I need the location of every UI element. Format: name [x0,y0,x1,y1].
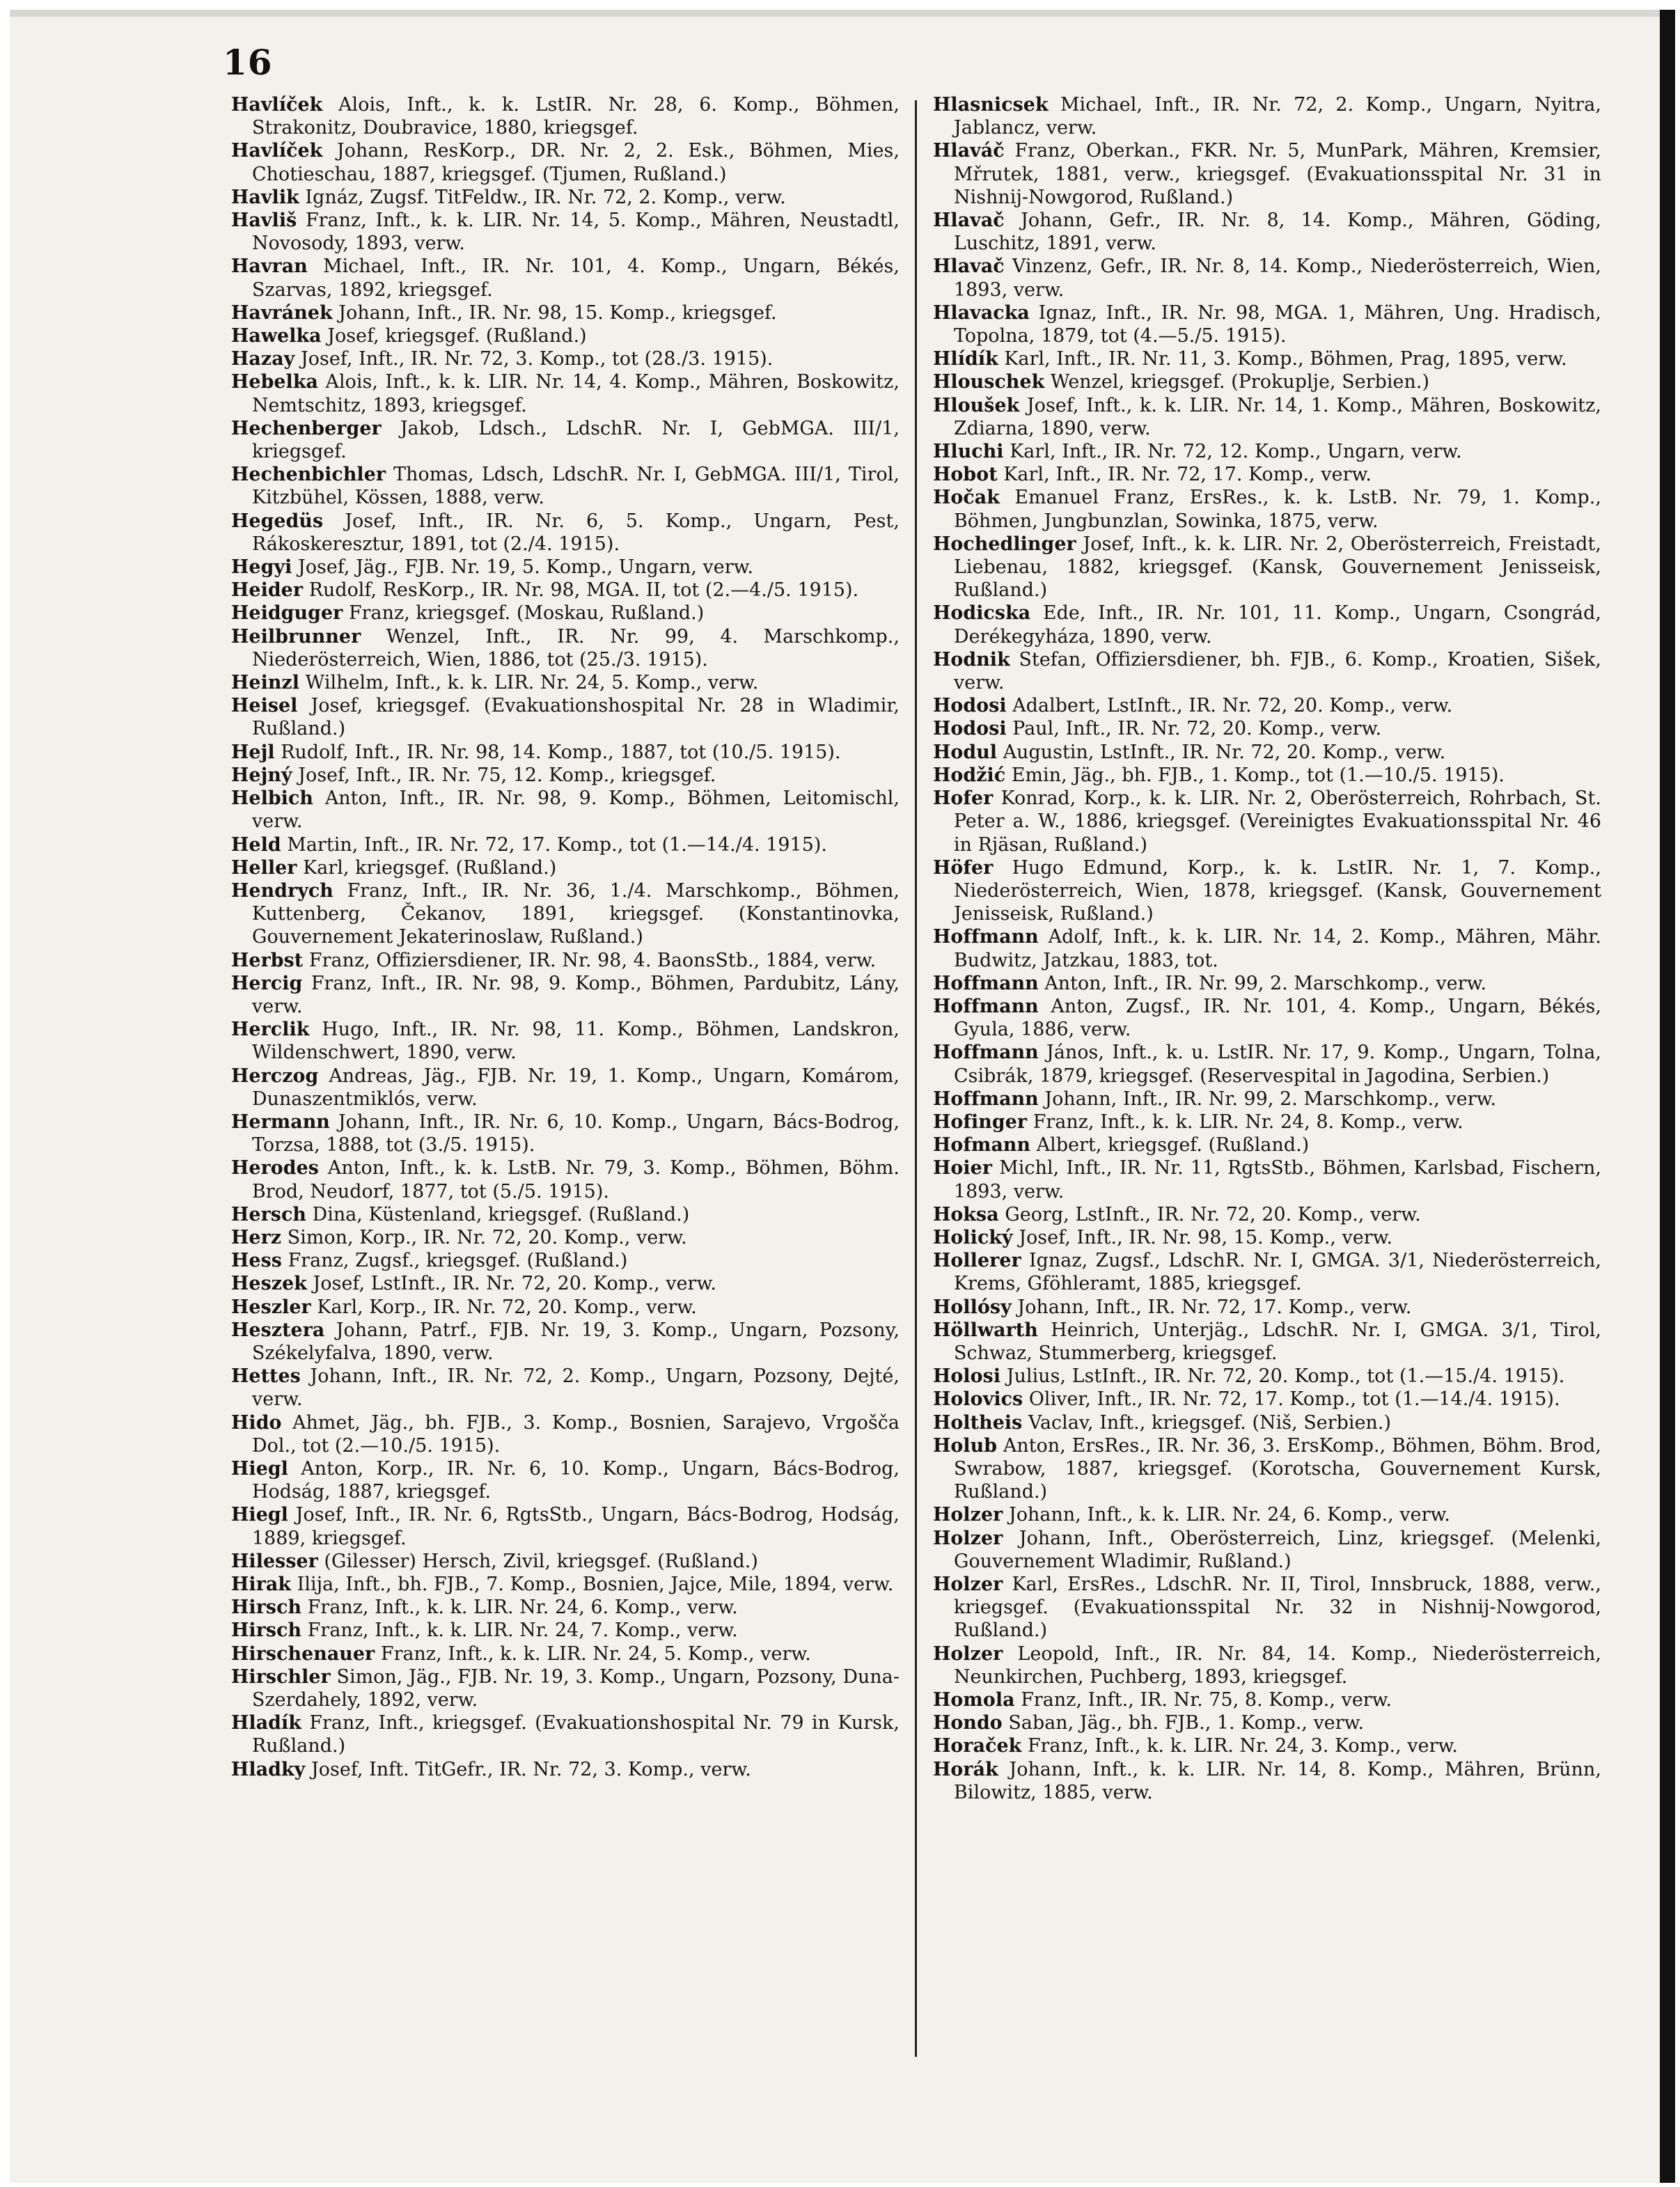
register-entry [933,1734,1601,1757]
entry-surname: Hlasnicsek [933,94,1049,116]
entry-surname: Hejný [231,764,292,786]
register-entry [933,1088,1601,1111]
entry-surname: Heidguger [231,602,343,625]
entry-details: Ilija, Inft., bh. FJB., 7. Komp., Bosnien, Jajce, Mile, 1894, verw. [297,1574,894,1595]
entry-surname: Hoffmann [933,1088,1039,1110]
entry-details: Franz, Offiziersdiener, IR. Nr. 98, 4. BaonsStb., 1884, verw. [308,949,877,971]
entry-surname: Havliš [231,210,297,232]
entry-surname: Holtheis [933,1411,1023,1434]
entry-details: Dina, Küstenland, kriegsgef. (Rußland.) [312,1203,690,1225]
entry-details: Emanuel Franz, ErsRes., k. k. LstB. Nr. 79, 1. Komp., Böhmen, Jungbunzlan, Sowinka, 1875, verw. [954,487,1601,532]
register-entry [231,347,900,370]
register-entry [933,440,1601,463]
entry-details: Augustin, LstInft., IR. Nr. 72, 20. Komp., verw. [1003,741,1446,763]
entry-details: Anton, ErsRes., IR. Nr. 36, 3. ErsKomp., Böhmen, Böhm. Brod, Swrabow, 1887, kriegsgef. (Korotscha, Gouvernement Kursk, Rußland.) [954,1434,1601,1503]
entry-surname: Hoffmann [933,972,1039,994]
entry-surname: Hlavač [933,210,1005,232]
entry-surname: Hiegl [231,1457,288,1480]
entry-details: Rudolf, Inft., IR. Nr. 98, 14. Komp., 1887, tot (10./5. 1915). [281,741,841,763]
register-entry [231,1596,900,1619]
entry-surname: Hirak [231,1574,292,1595]
entry-details: Heinrich, Unterjäg., LdschR. Nr. I, GMGA. 3/1, Tirol, Schwaz, Stummerberg, kriegsgef. [954,1319,1601,1364]
entry-details: Leopold, Inft., IR. Nr. 84, 14. Komp., Niederösterreich, Neunkirchen, Puchberg, 1893, kriegsgef. [954,1643,1601,1688]
entry-surname: Hodnik [933,648,1010,671]
entry-surname: Hazay [231,348,295,370]
entry-surname: Hawelka [231,325,322,347]
right-column [933,93,1601,1804]
entry-surname: Held [231,833,281,856]
register-entry [231,625,900,671]
register-entry [231,671,900,694]
entry-details: Josef, Inft., IR. Nr. 98, 15. Komp., verw. [1019,1226,1393,1248]
entry-surname: Havlíček [231,94,323,116]
entry-surname: Hodžić [933,764,1006,786]
entry-details: Emin, Jäg., bh. FJB., 1. Komp., tot (1.—10./5. 1915). [1011,764,1505,786]
entry-details: Wenzel, kriegsgef. (Prokuplje, Serbien.) [1050,371,1430,393]
entry-surname: Hoier [933,1157,993,1179]
register-entry [231,741,900,764]
register-entry [933,856,1601,926]
register-entry [231,787,900,833]
entry-details: Stefan, Offiziersdiener, bh. FJB., 6. Komp., Kroatien, Sišek, verw. [954,648,1601,694]
entry-details: Simon, Jäg., FJB. Nr. 19, 3. Komp., Ungarn, Pozsony, Duna-Szerdahely, 1892, verw. [252,1665,900,1711]
register-entry [231,556,900,579]
entry-details: Franz, Inft., k. k. LIR. Nr. 24, 3. Komp., verw. [1027,1735,1458,1757]
register-entry [933,1688,1601,1711]
entry-surname: Hladík [231,1712,301,1734]
entry-surname: Havlíček [231,140,323,162]
entry-details: Franz, Inft., IR. Nr. 75, 8. Komp., verw. [1021,1689,1392,1711]
register-entry [231,1111,900,1157]
entry-details: Franz, Inft., IR. Nr. 98, 9. Komp., Böhmen, Pardubitz, Lány, verw. [252,972,900,1017]
entry-details: Josef, Inft., IR. Nr. 75, 12. Komp., kriegsgef. [298,764,716,786]
entry-details: Johann, Inft., k. k. LIR. Nr. 14, 8. Komp., Mähren, Brünn, Bilowitz, 1885, verw. [954,1758,1601,1803]
register-entry [231,255,900,301]
register-entry [933,1226,1601,1249]
entry-details: Franz, Inft., IR. Nr. 36, 1./4. Marschkomp., Böhmen, Kuttenberg, Čekanov, 1891, kriegsgef. (Konstantinovka, Gouvernement Jekaterinoslaw, Rußland.) [252,879,900,948]
entry-details: Michael, Inft., IR. Nr. 101, 4. Komp., Ungarn, Békés, Szarvas, 1892, kriegsgef. [252,256,900,301]
entry-surname: Hoksa [933,1203,999,1225]
entry-surname: Hirschenauer [231,1643,375,1665]
entry-surname: Holosi [933,1365,1001,1388]
entry-details: Josef, Inft., k. k. LIR. Nr. 2, Oberösterreich, Freistadt, Liebenau, 1882, kriegsgef. (Kansk, Gouvernement Jenisseisk, Rußland.) [954,533,1601,602]
entry-surname: Hebelka [231,371,318,393]
entry-details: Josef, Inft., IR. Nr. 72, 3. Komp., tot (28./3. 1915). [300,348,774,370]
entry-details: Johann, Inft., IR. Nr. 6, 10. Komp., Ungarn, Bács-Bodrog, Torzsa, 1888, tot (3./5. 1915). [252,1111,900,1157]
register-entry [231,1365,900,1411]
entry-details: Wilhelm, Inft., k. k. LIR. Nr. 24, 5. Komp., verw. [305,672,759,694]
register-entry [933,648,1601,694]
entry-surname: Heilbrunner [231,625,361,648]
entry-details: Alois, Inft., k. k. LIR. Nr. 14, 4. Komp., Mähren, Boskowitz, Nemtschitz, 1893, kriegsgef. [252,371,900,416]
entry-surname: Horák [933,1758,998,1780]
entry-details: Johann, Inft., k. k. LIR. Nr. 24, 6. Komp., verw. [1008,1504,1450,1526]
register-entry [933,1157,1601,1202]
register-entry [231,1249,900,1272]
entry-surname: Hlaváč [933,140,1005,162]
entry-details: Johann, Inft., IR. Nr. 99, 2. Marschkomp., verw. [1044,1088,1497,1110]
page-number: 16 [223,42,273,83]
register-entry [231,417,900,463]
register-entry [933,139,1601,209]
entry-surname: Holzer [933,1527,1003,1549]
register-entry [933,764,1601,787]
entry-details: Simon, Korp., IR. Nr. 72, 20. Komp., verw. [287,1226,687,1248]
entry-surname: Herbst [231,949,304,971]
entry-surname: Hilesser [231,1550,318,1572]
entry-details: Konrad, Korp., k. k. LIR. Nr. 2, Oberösterreich, Rohrbach, St. Peter a. W., 1886, kriegsgef. (Vereinigtes Evakuationsspital Nr. 46 in Rjäsan, Rußland.) [954,787,1601,856]
entry-details: Josef, Inft. TitGefr., IR. Nr. 72, 3. Komp., verw. [311,1758,751,1780]
register-entry [231,972,900,1018]
entry-surname: Hlavacka [933,301,1030,324]
scanned-page [10,10,1675,2183]
entry-details: Josef, Inft., IR. Nr. 6, RgtsStb., Ungarn, Bács-Bodrog, Hodság, 1889, kriegsgef. [252,1504,900,1549]
entry-surname: Holub [933,1434,998,1457]
entry-surname: Hlouschek [933,371,1045,393]
entry-details: Hugo, Inft., IR. Nr. 98, 11. Komp., Böhmen, Landskron, Wildenschwert, 1890, verw. [252,1019,900,1064]
entry-details: Julius, LstInft., IR. Nr. 72, 20. Komp., tot (1.—15./4. 1915). [1006,1365,1565,1388]
entry-details: Ignaz, Zugsf., LdschR. Nr. I, GMGA. 3/1, Niederösterreich, Krems, Gföhleramt, 1885, kriegsgef. [954,1250,1602,1295]
entry-details: Johann, Patrf., FJB. Nr. 19, 3. Komp., Ungarn, Pozsony, Székelyfalva, 1890, verw. [252,1319,900,1364]
entry-surname: Hofer [933,787,994,810]
register-entry [933,394,1601,440]
register-entry [933,533,1601,602]
entry-details: Vaclav, Inft., kriegsgef. (Niš, Serbien.) [1028,1411,1392,1434]
entry-surname: Hechenberger [231,417,382,439]
entry-details: János, Inft., k. u. LstIR. Nr. 17, 9. Komp., Ungarn, Tolna, Csibrák, 1879, kriegsgef. (Reservespital in Jagodina, Serbien.) [954,1042,1601,1087]
register-entry [231,1457,900,1503]
register-entry [933,370,1601,393]
entry-surname: Hlídík [933,348,998,370]
entry-details: Oliver, Inft., IR. Nr. 72, 17. Komp., tot (1.—14./4. 1915). [1028,1388,1560,1411]
entry-surname: Heszek [231,1273,307,1295]
register-entry [231,1203,900,1226]
entry-details: Martin, Inft., IR. Nr. 72, 17. Komp., tot (1.—14./4. 1915). [287,833,828,856]
register-entry [933,741,1601,764]
entry-surname: Hess [231,1250,282,1272]
register-entry [231,1226,900,1249]
entry-surname: Hoffmann [933,995,1039,1017]
entry-details: Franz, Inft., kriegsgef. (Evakuationshospital Nr. 79 in Kursk, Rußland.) [252,1712,900,1757]
entry-surname: Hochedlinger [933,533,1076,555]
column-divider [915,100,917,2057]
entry-details: Andreas, Jäg., FJB. Nr. 19, 1. Komp., Ungarn, Komárom, Dunaszentmiklós, verw. [252,1065,900,1110]
entry-surname: Horaček [933,1735,1022,1757]
entry-details: Karl, Inft., IR. Nr. 11, 3. Komp., Böhmen, Prag, 1895, verw. [1004,348,1567,370]
entry-details: Karl, Korp., IR. Nr. 72, 20. Komp., verw. [317,1296,697,1318]
entry-surname: Hersch [231,1203,306,1225]
register-entry [933,1249,1601,1295]
entry-surname: Hermann [231,1111,330,1133]
entry-surname: Hesztera [231,1319,325,1341]
entry-surname: Hegyi [231,556,292,579]
register-entry [933,1296,1601,1319]
register-entry [231,1643,900,1665]
entry-details: Anton, Inft., IR. Nr. 98, 9. Komp., Böhmen, Leitomischl, verw. [252,787,900,833]
entry-details: Adolf, Inft., k. k. LIR. Nr. 14, 2. Komp., Mähren, Mähr. Budwitz, Jatzkau, 1883, tot. [954,926,1601,971]
register-entry [933,93,1601,139]
register-entry [231,324,900,347]
entry-details: Karl, ErsRes., LdschR. Nr. II, Tirol, Innsbruck, 1888, verw., kriegsgef. (Evakuationsspital Nr. 32 in Nishnij-Nowgorod, Rußland.) [954,1574,1601,1642]
entry-details: Josef, kriegsgef. (Rußland.) [327,325,587,347]
entry-details: Ignáz, Zugsf. TitFeldw., IR. Nr. 72, 2. Komp., verw. [305,186,786,208]
entry-surname: Homola [933,1689,1015,1711]
register-entry [933,717,1601,740]
entry-details: Johann, Inft., Oberösterreich, Linz, kriegsgef. (Melenki, Gouvernement Wladimir, Rußland.) [954,1527,1601,1572]
register-entry [231,602,900,625]
entry-details: Franz, Inft., k. k. LIR. Nr. 24, 7. Komp., verw. [307,1620,738,1642]
register-entry [933,1134,1601,1157]
register-entry [231,139,900,185]
entry-surname: Hofmann [933,1134,1031,1157]
entry-details: Johann, Inft., IR. Nr. 72, 2. Komp., Ungarn, Pozsony, Dejté, verw. [252,1365,900,1411]
entry-surname: Holovics [933,1388,1023,1411]
register-entry [933,1758,1601,1804]
entry-surname: Hollerer [933,1250,1021,1272]
entry-details: Franz, Zugsf., kriegsgef. (Rußland.) [288,1250,628,1272]
register-entry [231,93,900,139]
entry-details: Josef, LstInft., IR. Nr. 72, 20. Komp., verw. [313,1273,716,1295]
entry-details: Rudolf, ResKorp., IR. Nr. 98, MGA. II, tot (2.—4./5. 1915). [308,579,859,602]
entry-surname: Hlavač [933,256,1005,278]
register-entry [231,694,900,740]
entry-details: Franz, Inft., k. k. LIR. Nr. 14, 5. Komp., Mähren, Neustadtl, Novosody, 1893, verw. [252,210,900,255]
register-entry [933,995,1601,1041]
entry-surname: Heisel [231,695,298,717]
register-entry [933,1503,1601,1526]
entry-surname: Heller [231,856,297,879]
page-top-edge [10,10,1675,17]
entry-details: Thomas, Ldsch, LdschR. Nr. I, GebMGA. III/1, Tirol, Kitzbühel, Kössen, 1888, verw. [252,464,900,509]
register-entry [231,209,900,255]
entry-surname: Hendrych [231,879,333,902]
entry-details: Josef, kriegsgef. (Evakuationshospital Nr. 28 in Wladimir, Rußland.) [252,695,900,740]
register-entry [231,1550,900,1573]
register-entry [231,1018,900,1064]
entry-surname: Holzer [933,1574,1003,1595]
entry-surname: Hodosi [933,718,1007,740]
register-entry [933,1319,1601,1365]
entry-surname: Hluchi [933,441,1004,463]
entry-details: Karl, Inft., IR. Nr. 72, 12. Komp., Ungarn, verw. [1010,441,1462,463]
entry-surname: Hercig [231,972,303,994]
register-entry [933,1365,1601,1388]
entry-details: Michael, Inft., IR. Nr. 72, 2. Komp., Ungarn, Nyitra, Jablancz, verw. [954,94,1601,139]
register-entry [231,1272,900,1295]
register-entry [933,1411,1601,1434]
register-entry [231,463,900,509]
entry-surname: Hejl [231,741,275,763]
entry-details: Anton, Korp., IR. Nr. 6, 10. Komp., Ungarn, Bács-Bodrog, Hodság, 1887, kriegsgef. [252,1457,900,1503]
entry-surname: Hoffmann [933,1042,1039,1064]
register-entry [231,186,900,209]
register-entry [933,1527,1601,1573]
register-entry [231,1711,900,1757]
register-entry [933,1041,1601,1087]
entry-surname: Hodul [933,741,998,763]
entry-surname: Hollósy [933,1296,1012,1318]
entry-details: Anton, Zugsf., IR. Nr. 101, 4. Komp., Ungarn, Békés, Gyula, 1886, verw. [954,995,1602,1041]
entry-details: Franz, Inft., k. k. LIR. Nr. 24, 5. Komp., verw. [380,1643,811,1665]
entry-surname: Hiegl [231,1504,288,1526]
entry-details: Hugo Edmund, Korp., k. k. LstIR. Nr. 1, 7. Komp., Niederösterreich, Wien, 1878, kriegsgef. (Kansk, Gouvernement Jenisseisk, Rußland.) [954,856,1601,925]
entry-details: Josef, Inft., IR. Nr. 6, 5. Komp., Ungarn, Pest, Rákoskeresztur, 1891, tot (2./4. 1915). [252,510,900,555]
entry-details: Jakob, Ldsch., LdschR. Nr. I, GebMGA. III/1, kriegsgef. [252,417,900,463]
entry-surname: Höllwarth [933,1319,1038,1341]
register-entry [231,764,900,787]
entry-details: Georg, LstInft., IR. Nr. 72, 20. Komp., verw. [1005,1203,1421,1225]
register-entry [933,972,1601,995]
register-entry [231,1157,900,1202]
entry-surname: Herclik [231,1019,310,1041]
entry-details: Saban, Jäg., bh. FJB., 1. Komp., verw. [1008,1712,1365,1734]
register-entry [231,1296,900,1319]
register-entry [933,255,1601,301]
register-entry [933,694,1601,717]
entry-details: Johann, Gefr., IR. Nr. 8, 14. Komp., Mähren, Göding, Luschitz, 1891, verw. [954,210,1601,255]
entry-details: Ignaz, Inft., IR. Nr. 98, MGA. 1, Mähren, Ung. Hradisch, Topolna, 1879, tot (4.—5./5. 1915). [954,301,1601,347]
entry-surname: Hirsch [231,1620,302,1642]
entry-surname: Hodosi [933,695,1007,717]
register-entry [231,1503,900,1549]
entry-surname: Hondo [933,1712,1003,1734]
entry-details: Vinzenz, Gefr., IR. Nr. 8, 14. Komp., Niederösterreich, Wien, 1893, verw. [954,256,1601,301]
register-entry [231,1065,900,1111]
register-entry [231,1665,900,1711]
register-entry [231,856,900,879]
page-right-edge [1660,10,1675,2183]
entry-details: Anton, Inft., IR. Nr. 99, 2. Marschkomp., verw. [1044,972,1487,994]
entry-details: Johann, Inft., IR. Nr. 72, 17. Komp., verw. [1017,1296,1412,1318]
entry-surname: Heinzl [231,672,300,694]
entry-details: Franz, kriegsgef. (Moskau, Rußland.) [348,602,705,625]
entry-surname: Herodes [231,1157,319,1179]
entry-surname: Holický [933,1226,1013,1248]
entry-details: Franz, Inft., k. k. LIR. Nr. 24, 6. Komp., verw. [307,1597,738,1619]
register-entry [933,463,1601,486]
entry-surname: Hoffmann [933,926,1039,948]
entry-details: Franz, Oberkan., FKR. Nr. 5, MunPark, Mähren, Kremsier, Mřrutek, 1881, verw., kriegsgef. (Evakuationsspital Nr. 31 in Nishnij-Nowgorod, Rußland.) [954,140,1601,208]
register-entry [231,1619,900,1642]
entry-details: Albert, kriegsgef. (Rußland.) [1036,1134,1310,1157]
entry-surname: Havran [231,256,308,278]
register-entry [231,1573,900,1596]
entry-surname: Höfer [933,856,994,879]
entry-surname: Hočak [933,487,1000,509]
register-entry [933,787,1601,856]
entry-surname: Holzer [933,1504,1003,1526]
entry-surname: Herczog [231,1065,319,1087]
entry-surname: Hechenbichler [231,464,386,486]
register-entry [933,1111,1601,1134]
left-column [231,93,900,1781]
entry-details: Adalbert, LstInft., IR. Nr. 72, 20. Komp., verw. [1012,695,1453,717]
register-entry [933,486,1601,532]
entry-details: Johann, Inft., IR. Nr. 98, 15. Komp., kriegsgef. [338,301,777,324]
register-entry [231,301,900,324]
register-entry [231,579,900,602]
entry-details: Johann, ResKorp., DR. Nr. 2, 2. Esk., Böhmen, Mies, Chotieschau, 1887, kriegsgef. (Tjumen, Rußland.) [252,140,900,185]
entry-surname: Heider [231,579,304,602]
entry-details: Wenzel, Inft., IR. Nr. 99, 4. Marschkomp., Niederösterreich, Wien, 1886, tot (25./3. 1915). [252,625,900,671]
entry-surname: Havlik [231,186,299,208]
entry-surname: Hloušek [933,394,1020,416]
entry-details: Ahmet, Jäg., bh. FJB., 3. Komp., Bosnien, Sarajevo, Vrgošča Dol., tot (2.—10./5. 1915). [252,1411,900,1457]
entry-surname: Hegedüs [231,510,324,532]
entry-surname: Herz [231,1226,282,1248]
register-entry [231,1411,900,1457]
entry-surname: Havránek [231,301,333,324]
register-entry [933,209,1601,255]
entry-surname: Hettes [231,1365,301,1388]
entry-details: Anton, Inft., k. k. LstB. Nr. 79, 3. Komp., Böhmen, Böhm. Brod, Neudorf, 1877, tot (5./5. 1915). [252,1157,900,1202]
entry-details: Ede, Inft., IR. Nr. 101, 11. Komp., Ungarn, Csongrád, Derékegyháza, 1890, verw. [954,602,1602,648]
entry-details: Paul, Inft., IR. Nr. 72, 20. Komp., verw. [1012,718,1382,740]
entry-details: (Gilesser) Hersch, Zivil, kriegsgef. (Rußland.) [324,1550,758,1572]
entry-surname: Hido [231,1411,282,1434]
register-entry [231,833,900,856]
register-entry [933,602,1601,648]
entry-surname: Hirsch [231,1597,302,1619]
entry-details: Michl, Inft., IR. Nr. 11, RgtsStb., Böhmen, Karlsbad, Fischern, 1893, verw. [954,1157,1601,1202]
register-entry [933,347,1601,370]
entry-details: Karl, kriegsgef. (Rußland.) [303,856,557,879]
entry-details: Josef, Inft., k. k. LIR. Nr. 14, 1. Komp., Mähren, Boskowitz, Zdiarna, 1890, verw. [954,394,1601,439]
entry-surname: Hofinger [933,1111,1028,1133]
register-entry [933,1434,1601,1504]
register-entry [231,879,900,949]
entry-surname: Hobot [933,464,998,486]
entry-details: Franz, Inft., k. k. LIR. Nr. 24, 8. Komp., verw. [1033,1111,1463,1133]
register-entry [231,949,900,972]
entry-surname: Heszler [231,1296,311,1318]
register-entry [933,1643,1601,1688]
register-entry [933,1203,1601,1226]
register-entry [933,1711,1601,1734]
register-entry [933,301,1601,347]
register-entry [933,925,1601,971]
entry-details: Josef, Jäg., FJB. Nr. 19, 5. Komp., Ungarn, verw. [297,556,754,579]
entry-surname: Holzer [933,1643,1003,1665]
register-entry [933,1573,1601,1643]
entry-surname: Hladky [231,1758,306,1780]
entry-surname: Hirschler [231,1665,331,1688]
register-entry [231,1758,900,1781]
register-entry [231,370,900,416]
entry-surname: Hodicska [933,602,1031,625]
register-entry [933,1388,1601,1411]
entry-surname: Helbich [231,787,313,810]
register-entry [231,1319,900,1365]
register-entry [231,510,900,556]
entry-details: Karl, Inft., IR. Nr. 72, 17. Komp., verw. [1003,464,1372,486]
entry-details: Alois, Inft., k. k. LstIR. Nr. 28, 6. Komp., Böhmen, Strakonitz, Doubravice, 1880, kriegsgef. [252,94,900,139]
